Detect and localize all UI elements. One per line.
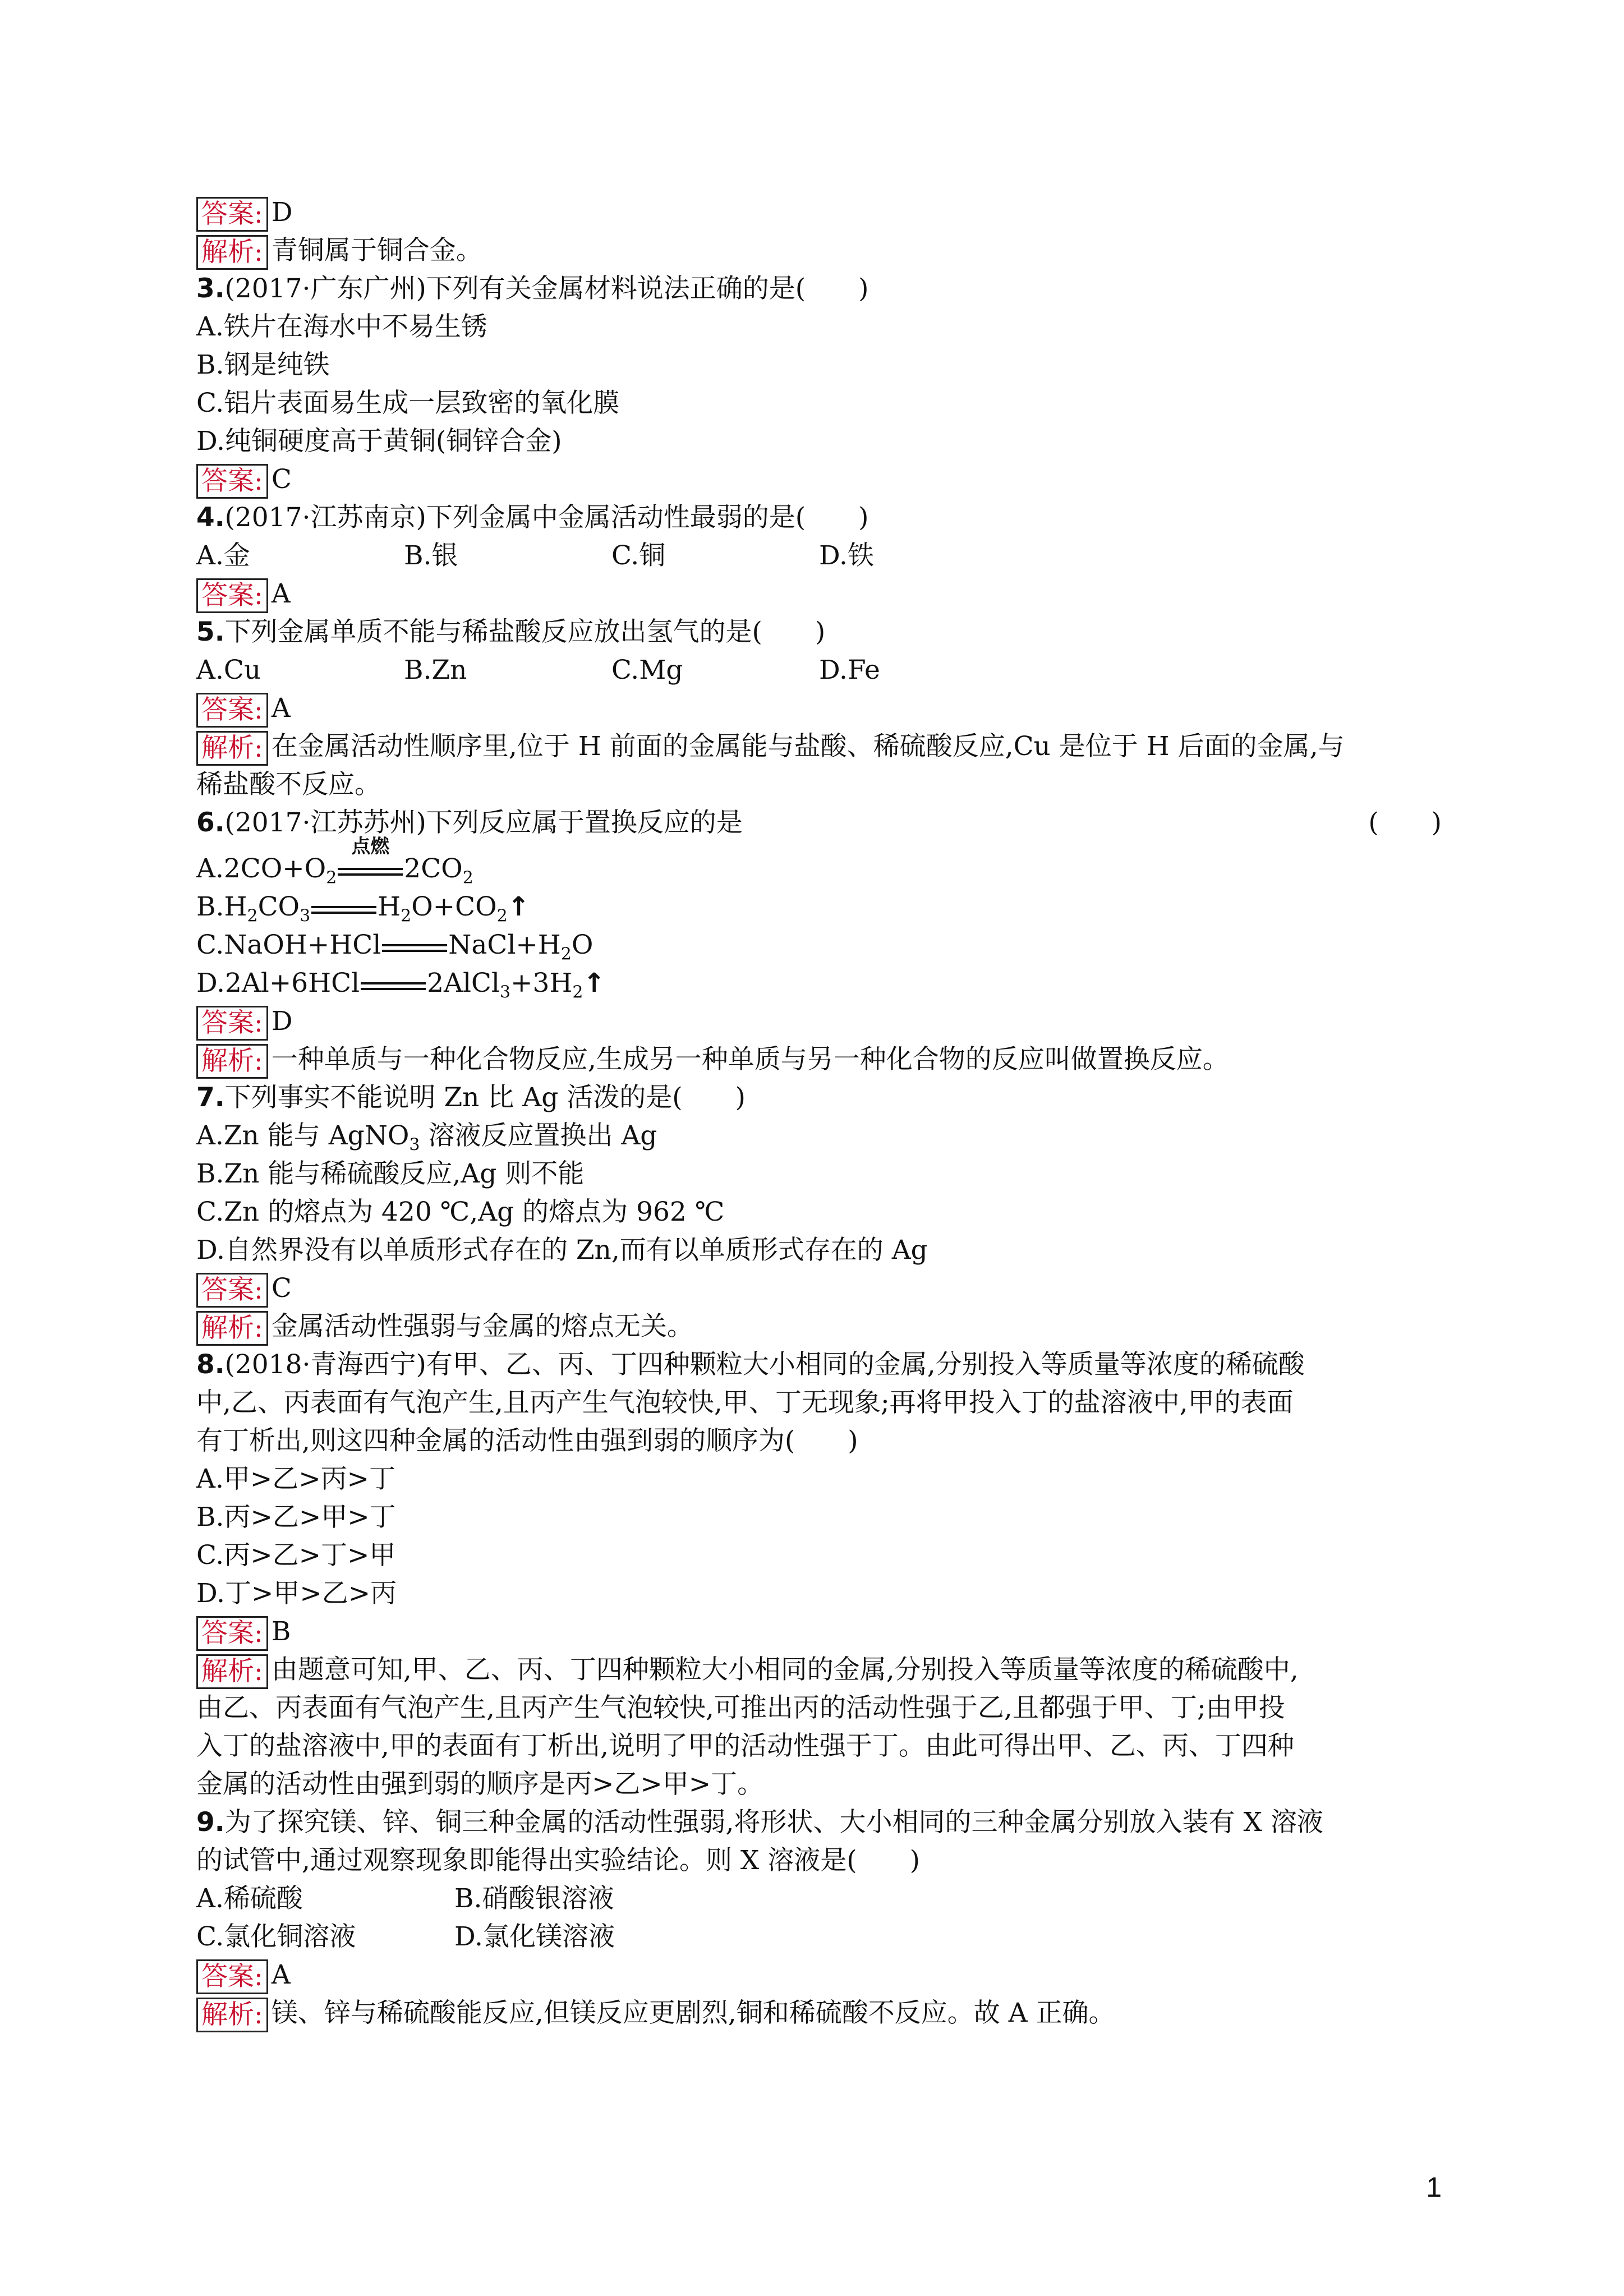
analysis-tag: 解析: [196,1311,268,1346]
question-8-stem-cont: 有丁析出,则这四种金属的活动性由强到弱的顺序为( ) [196,1425,858,1456]
question-9-stem-cont: 的试管中,通过观察现象即能得出实验结论。则 X 溶液是( ) [196,1845,920,1876]
analysis-line: 由乙、丙表面有气泡产生,且丙产生气泡较快,可推出丙的活动性强于乙,且都强于甲、丁;由甲投 [196,1692,1285,1723]
answer-tag: 答案: [196,1616,268,1651]
option: A.稀硫酸 [196,1883,303,1914]
answer-line: 答案: C [196,1269,1442,1308]
option: C.铝片表面易生成一层致密的氧化膜 [196,388,620,418]
analysis-line: 金属的活动性由强到弱的顺序是丙>乙>甲>丁。 [196,1769,764,1800]
answer-line: 答案: B [196,1613,1442,1651]
answer-tag: 答案: [196,197,268,232]
answer-line: 答案: A [196,575,1442,613]
answer-line: 答案: A [196,689,1442,728]
option: D.纯铜硬度高于黄铜(铜锌合金) [196,426,562,457]
question-4-stem: 4.(2017·江苏南京)下列金属中金属活动性最弱的是( ) [196,502,869,533]
document-body [196,194,1442,2032]
answer-tag: 答案: [196,693,268,728]
option: D.铁 [819,540,874,571]
equals-sign [337,835,404,885]
option: B.银 [404,540,458,571]
option: B.丙>乙>甲>丁 [196,1502,396,1533]
answer-line: 答案: D [196,194,1442,232]
option: D.丁>甲>乙>丙 [196,1578,397,1609]
option: A.金 [196,540,250,571]
question-3-stem: 3.(2017·广东广州)下列有关金属材料说法正确的是( ) [196,273,869,304]
option-7a: A.Zn 能与 AgNO$_3$ 溶液反应置换出 Ag [196,1120,657,1155]
option: C.铜 [611,540,666,571]
answer-tag: 答案: [196,1006,268,1041]
analysis-line: 解析: 在金属活动性顺序里,位于 H 前面的金属能与盐酸、稀硫酸反应,Cu 是位于 H 后面的金属,与 [196,728,1442,766]
answer-paren: ( ) [1368,807,1442,838]
option-6c: C.NaOH+HCl $NaCl+H_2O$ [196,930,594,964]
option-6a: $A.2CO+O_2$ 点燃 $2CO_2$ [196,850,1442,888]
analysis-line: 解析: 金属活动性强弱与金属的熔点无关。 [196,1308,1442,1346]
question-7-stem: 7.下列事实不能说明 Zn 比 Ag 活泼的是( ) [196,1082,746,1113]
option: C.氯化铜溶液 [196,1921,356,1952]
option: A.铁片在海水中不易生锈 [196,311,487,342]
question-8-stem: 8.(2018·青海西宁)有甲、乙、丙、丁四种颗粒大小相同的金属,分别投入等质量等浓度的稀硫酸 [196,1349,1305,1380]
answer-line: 答案: D [196,1002,1442,1041]
question-5-stem: 5.下列金属单质不能与稀盐酸反应放出氢气的是( ) [196,616,826,647]
options-row [196,1918,1442,1956]
analysis-tag: 解析: [196,1998,268,2032]
answer-line: 答案: C [196,461,1442,499]
analysis-tag: 解析: [196,235,268,270]
analysis-line: 解析: 由题意可知,甲、乙、丙、丁四种颗粒大小相同的金属,分别投入等质量等浓度的稀硫酸中, [196,1651,1442,1689]
answer-tag: 答案: [196,464,268,499]
answer-tag: 答案: [196,1959,268,1994]
answer-tag: 答案: [196,1273,268,1308]
question-8-stem-cont: 中,乙、丙表面有气泡产生,且丙产生气泡较快,甲、丁无现象;再将甲投入丁的盐溶液中,甲的表面 [196,1387,1294,1418]
answer-line: 答案: A [196,1956,1442,1994]
option: C.丙>乙>丁>甲 [196,1540,396,1571]
gas-arrow-icon: ↑ [507,891,530,922]
equals-sign [310,895,378,923]
answer-tag: 答案: [196,578,268,613]
option: D.Fe [819,655,880,685]
analysis-line: 入丁的盐溶液中,甲的表面有丁析出,说明了甲的活动性强于丁。由此可得出甲、乙、丙、丁四种 [196,1731,1294,1761]
option-6d: D.2Al+6HCl $2AlCl_3+3H_2↑$ [196,968,605,1002]
option: C.Mg [611,655,683,685]
analysis-tag: 解析: [196,731,268,766]
condition-label: 点燃 [351,835,390,858]
analysis-tag: 解析: [196,1654,268,1689]
page-number: 1 [1426,2171,1442,2203]
options-row [196,1880,1442,1918]
option: A.Cu [196,655,261,685]
option: C.Zn 的熔点为 420 ℃,Ag 的熔点为 962 ℃ [196,1197,725,1227]
option: A.甲>乙>丙>丁 [196,1464,396,1494]
option: B.硝酸银溶液 [454,1883,614,1914]
analysis-tag: 解析: [196,1044,268,1079]
analysis-line: 解析: 青铜属于铜合金。 [196,232,1442,270]
gas-arrow-icon: ↑ [583,968,605,999]
option-6b: $B.H_2CO_3$ $H_2O+CO_2↑$ [196,891,530,926]
option: B.Zn [404,655,467,685]
analysis-line: 解析: 一种单质与一种化合物反应,生成另一种单质与另一种化合物的反应叫做置换反应。 [196,1041,1442,1079]
option: B.Zn 能与稀硫酸反应,Ag 则不能 [196,1158,585,1189]
question-6-stem: 6.(2017·江苏苏州)下列反应属于置换反应的是 ( ) [196,804,1442,842]
question-9-stem: 9.为了探究镁、锌、铜三种金属的活动性强弱,将形状、大小相同的三种金属分别放入装有 X 溶液 [196,1807,1323,1838]
options-row [196,537,1442,575]
option: D.自然界没有以单质形式存在的 Zn,而有以单质形式存在的 Ag [196,1235,928,1266]
equals-sign [381,933,448,961]
options-row [196,651,1442,689]
analysis-line: 稀盐酸不反应。 [196,769,381,800]
equals-sign [360,971,427,999]
option: B.钢是纯铁 [196,349,330,380]
analysis-line: 解析: 镁、锌与稀硫酸能反应,但镁反应更剧烈,铜和稀硫酸不反应。故 A 正确。 [196,1994,1442,2032]
option: D.氯化镁溶液 [454,1921,615,1952]
